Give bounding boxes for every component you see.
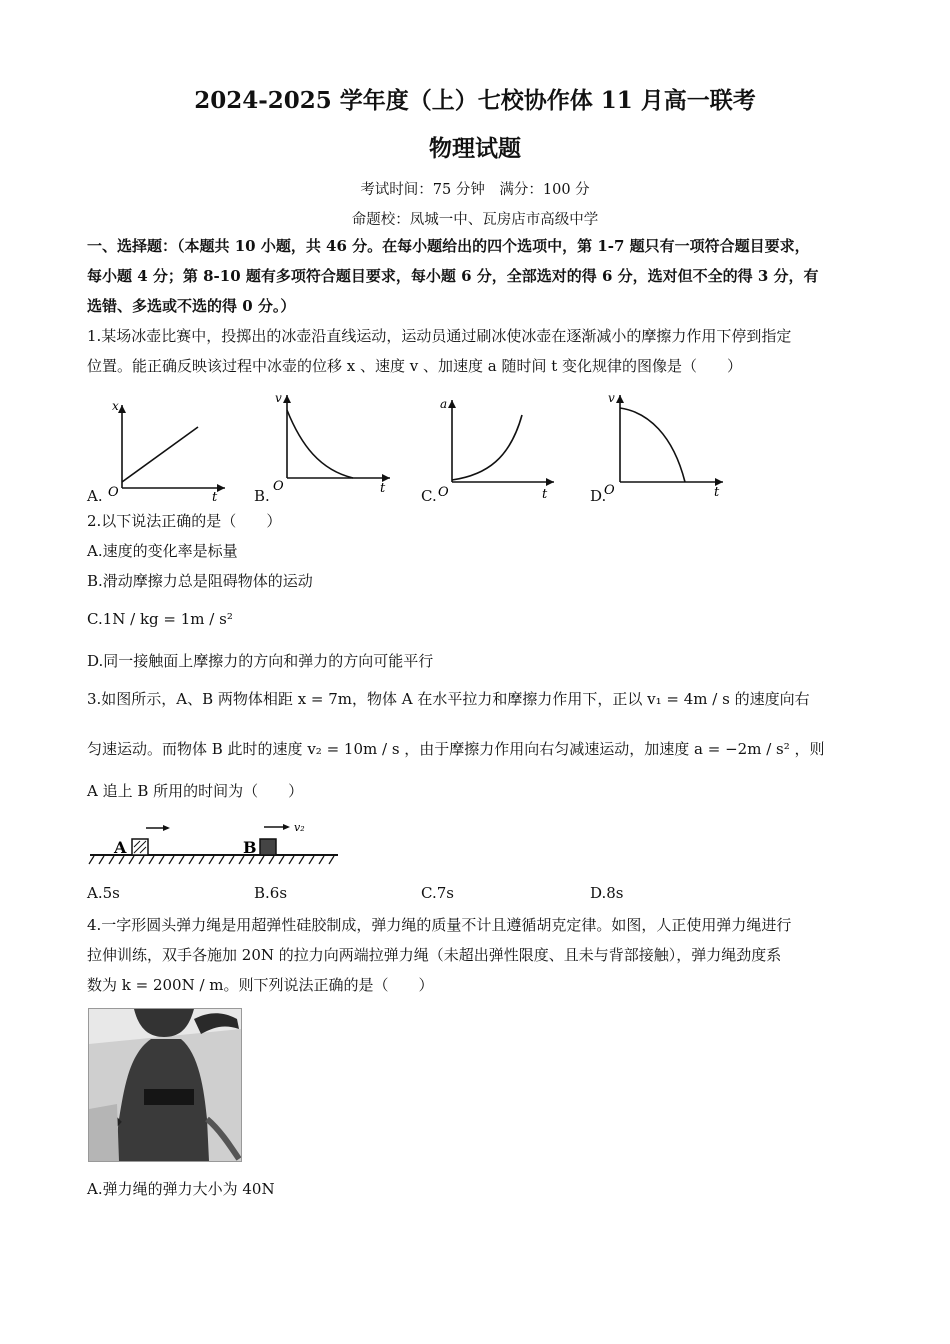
q3-stem-line1: 3.如图所示，A、B 两物体相距 x = 7m，物体 A 在水平拉力和摩擦力作用下，正以 v₁ = 4m / s 的速度向右 bbox=[87, 690, 810, 708]
q1-graph-d-origin: O bbox=[604, 483, 615, 498]
q3-option-b: B.6s bbox=[254, 884, 288, 902]
q1-graph-d-x-label: t bbox=[714, 485, 720, 500]
q3-velocity-label: v₂ bbox=[294, 821, 305, 834]
q1-option-b-label: B. bbox=[254, 487, 270, 505]
section-heading-line1: 一、选择题：（本题共 10 小题，共 46 分。在每小题给出的四个选项中，第 1-7 题只有一项符合题目要求， bbox=[87, 237, 810, 255]
q1-graph-a-x-label: t bbox=[212, 490, 218, 505]
q4-training-photo bbox=[88, 1008, 242, 1162]
q2-stem: 2.以下说法正确的是（ ） bbox=[87, 512, 282, 530]
q1-option-a-label: A. bbox=[87, 487, 103, 505]
q4-stem-line1: 4.一字形圆头弹力绳是用超弹性硅胶制成，弹力绳的质量不计且遵循胡克定律。如图，人正使用弹力绳进行 bbox=[87, 916, 792, 934]
q1-graph-b bbox=[265, 390, 425, 505]
q3-figure bbox=[88, 815, 340, 867]
q1-graph-c-origin: O bbox=[438, 485, 449, 500]
q4-stem-line3: 数为 k = 200N / m。则下列说法正确的是（ ） bbox=[87, 976, 434, 994]
q1-graph-c bbox=[432, 390, 592, 505]
q4-option-a: A.弹力绳的弹力大小为 40N bbox=[87, 1180, 275, 1198]
q1-graph-b-x-label: t bbox=[380, 481, 386, 496]
q3-block-a-label: A bbox=[114, 838, 127, 857]
q3-option-d: D.8s bbox=[590, 884, 624, 902]
q1-graph-c-y-label: a bbox=[440, 397, 448, 411]
q3-block-b-label: B bbox=[243, 838, 257, 857]
q1-graph-c-x-label: t bbox=[542, 487, 548, 502]
q1-graph-a-origin: O bbox=[108, 485, 119, 500]
section-heading-line3: 选错、多选或不选的得 0 分。） bbox=[87, 297, 296, 315]
q3-option-a: A.5s bbox=[87, 884, 120, 902]
q1-option-d-label: D. bbox=[590, 487, 607, 505]
q1-graph-a-y-label: x bbox=[112, 399, 119, 413]
q2-option-a: A.速度的变化率是标量 bbox=[87, 542, 238, 560]
q1-graph-d bbox=[598, 390, 758, 505]
q2-option-b: B.滑动摩擦力总是阻碍物体的运动 bbox=[87, 572, 313, 590]
q3-stem-line2: 匀速运动。而物体 B 此时的速度 v₂ = 10m / s ，由于摩擦力作用向右匀减速运动，加速度 a = −2m / s² ，则 bbox=[87, 740, 825, 758]
q1-stem-line2: 位置。能正确反映该过程中冰壶的位移 x 、速度 v 、加速度 a 随时间 t 变化规律的图像是（ ） bbox=[87, 357, 743, 375]
exam-subtitle: 物理试题 bbox=[429, 135, 521, 162]
q1-graph-b-origin: O bbox=[273, 479, 284, 494]
q3-option-c: C.7s bbox=[421, 884, 454, 902]
q1-option-c-label: C. bbox=[421, 487, 437, 505]
q3-stem-line3: A 追上 B 所用的时间为（ ） bbox=[87, 782, 304, 800]
exam-info: 考试时间：75 分钟 满分：100 分 bbox=[360, 182, 590, 198]
q1-graph-d-y-label: v bbox=[608, 391, 615, 405]
q1-stem-line1: 1.某场冰壶比赛中，投掷出的冰壶沿直线运动，运动员通过刷冰使冰壶在逐渐减小的摩擦力作用下停到指定 bbox=[87, 327, 792, 345]
q2-option-d: D.同一接触面上摩擦力的方向和弹力的方向可能平行 bbox=[87, 652, 434, 670]
exam-title: 2024-2025 学年度（上）七校协作体 11 月高一联考 bbox=[194, 87, 756, 114]
q4-stem-line2: 拉伸训练，双手各施加 20N 的拉力向两端拉弹力绳（未超出弹性限度、且未与背部接触），弹力绳劲度系 bbox=[87, 946, 782, 964]
q2-option-c: C.1N / kg = 1m / s² bbox=[87, 610, 233, 628]
q1-graph-a bbox=[100, 390, 260, 505]
q1-graph-b-y-label: v bbox=[275, 391, 282, 405]
exam-schools: 命题校：凤城一中、瓦房店市高级中学 bbox=[351, 212, 599, 228]
section-heading-line2: 每小题 4 分；第 8-10 题有多项符合题目要求，每小题 6 分，全部选对的得 6 分，选对但不全的得 3 分，有 bbox=[87, 267, 819, 285]
